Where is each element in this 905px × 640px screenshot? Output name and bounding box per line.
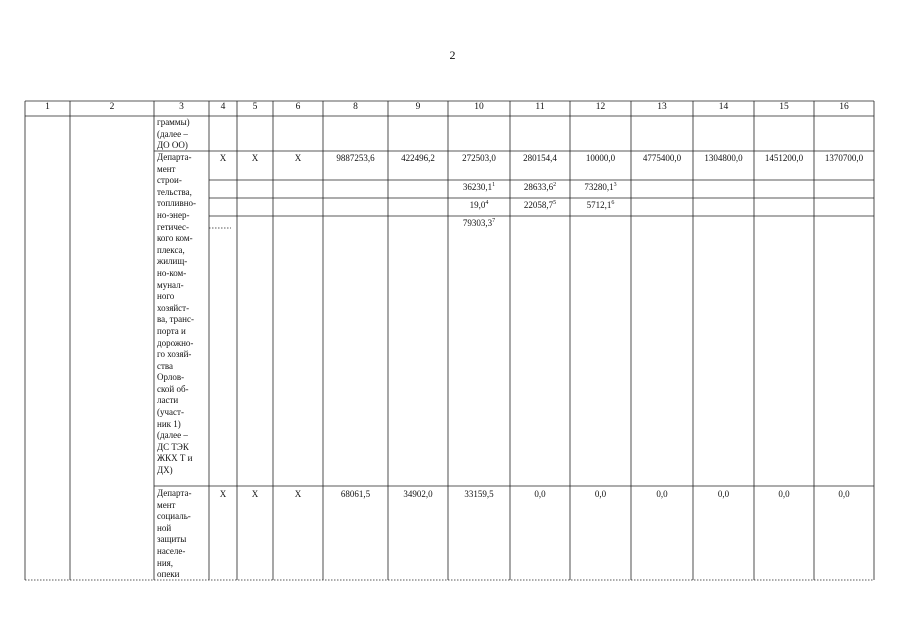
header-col-2: 2	[109, 102, 115, 112]
name-line: (далее –	[157, 128, 188, 139]
name-line: плекса,	[157, 244, 185, 255]
row1-col11-sub-a: 28633,6$^2$	[523, 182, 557, 192]
header-col-1: 1	[45, 102, 50, 112]
name-line: ства	[157, 360, 174, 371]
name-line: социаль-	[157, 511, 191, 522]
header-col-15: 15	[779, 102, 789, 112]
row1-col10-sub-b: 19,0$^4$	[469, 200, 489, 210]
header-col-12: 12	[595, 102, 606, 112]
row1-col8: 9887253,6	[336, 153, 375, 163]
row1-col9: 422496,2	[401, 153, 435, 163]
name-line: ДС ТЭК	[157, 441, 189, 452]
name-line: кого ком-	[157, 233, 193, 244]
header-col-10: 10	[474, 102, 484, 112]
row2-col10: 33159,5	[464, 489, 494, 499]
name-line: но-энер-	[157, 209, 190, 220]
page-number: 2	[449, 48, 456, 62]
row1-col10-sub-c: 79303,3$^7$	[462, 218, 496, 228]
row2-col4: X	[219, 489, 227, 499]
header-col-16: 16	[839, 102, 849, 112]
row2-col8: 68061,5	[340, 489, 371, 499]
row1-name	[157, 152, 196, 477]
name-line: ного	[157, 291, 175, 302]
header-col-3: 3	[179, 102, 184, 112]
name-line: мент	[157, 163, 176, 174]
footnote-mark: 7	[492, 218, 496, 224]
name-line: ния,	[157, 557, 174, 568]
header-col-11: 11	[535, 102, 545, 112]
name-line: населе-	[157, 545, 186, 556]
header-col-8: 8	[353, 102, 358, 112]
name-line: ской об-	[157, 383, 189, 394]
row2-col11: 0,0	[534, 489, 546, 499]
row1-col10: 272503,0	[462, 153, 496, 163]
name-line: защиты	[157, 534, 187, 545]
row1-col11: 280154,4	[523, 153, 557, 163]
row1-col16: 1370700,0	[824, 153, 864, 163]
name-line: мент	[157, 499, 176, 510]
name-line: порта и	[157, 325, 186, 336]
name-line: ва, транс-	[157, 314, 194, 325]
header-col-13: 13	[657, 102, 667, 112]
name-line: топливно-	[157, 198, 197, 209]
row2-col6: X	[294, 489, 302, 499]
name-line: тельства,	[157, 186, 192, 197]
name-line: хозяйст-	[157, 302, 190, 313]
row2-col9: 34902,0	[403, 489, 433, 499]
name-line: (далее –	[157, 430, 188, 441]
footnote-mark: 3	[613, 182, 617, 188]
name-line: ДО ОО)	[157, 140, 188, 151]
name-line: Орлов-	[157, 372, 185, 383]
name-line: жилищ-	[157, 256, 188, 267]
row2-col13: 0,0	[656, 489, 668, 499]
name-line: дорожно-	[157, 337, 194, 348]
name-line: опеки	[157, 569, 180, 580]
footnote-mark: 5	[553, 200, 557, 206]
name-line: ной	[157, 522, 172, 533]
name-line: ДХ)	[157, 465, 173, 476]
row2-name	[157, 488, 191, 581]
header-col-6: 6	[295, 102, 301, 112]
name-line: Департа-	[157, 152, 192, 162]
row2-col15: 0,0	[778, 489, 790, 499]
row2-col14: 0,0	[717, 489, 730, 499]
row2-col16: 0,0	[838, 489, 850, 499]
name-line: но-ком-	[157, 267, 187, 278]
name-line: гетичес-	[157, 221, 190, 232]
name-line: граммы)	[157, 117, 190, 127]
footnote-mark: 1	[492, 182, 496, 188]
header-col-9: 9	[415, 102, 421, 112]
row1-col11-sub-b: 22058,7$^5$	[523, 200, 557, 210]
footnote-mark: 4	[485, 200, 489, 206]
name-line: ник 1)	[157, 418, 181, 429]
row1-col12: 10000,0	[585, 153, 616, 163]
row1-col6: X	[294, 153, 302, 163]
name-line: го хозяй-	[157, 349, 192, 360]
name-line: (участ-	[157, 407, 184, 418]
row1-col5: X	[251, 153, 259, 163]
row2-col5: X	[251, 489, 259, 499]
row1-col15: 1451200,0	[764, 153, 804, 163]
row1-col4: X	[219, 153, 227, 163]
row0-name	[157, 117, 190, 152]
name-line: Департа-	[157, 488, 192, 498]
row2-col12: 0,0	[594, 489, 607, 499]
header-col-4: 4	[220, 102, 226, 112]
row1-col10-sub-a: 36230,1$^1$	[462, 182, 496, 192]
row1-col14: 1304800,0	[704, 153, 743, 163]
footnote-mark: 6	[611, 200, 615, 206]
name-line: ласти	[157, 395, 179, 406]
row1-col13: 4775400,0	[642, 153, 682, 163]
row1-col12-sub-a: 73280,1$^3$	[584, 182, 617, 192]
name-line: ЖКХ Т и	[157, 453, 193, 464]
header-col-14: 14	[718, 102, 729, 112]
header-col-5: 5	[252, 102, 258, 112]
footnote-mark: 2	[553, 182, 557, 188]
name-line: мунал-	[157, 279, 184, 290]
name-line: строи-	[157, 175, 182, 186]
row1-col12-sub-b: 5712,1$^6$	[586, 200, 615, 210]
